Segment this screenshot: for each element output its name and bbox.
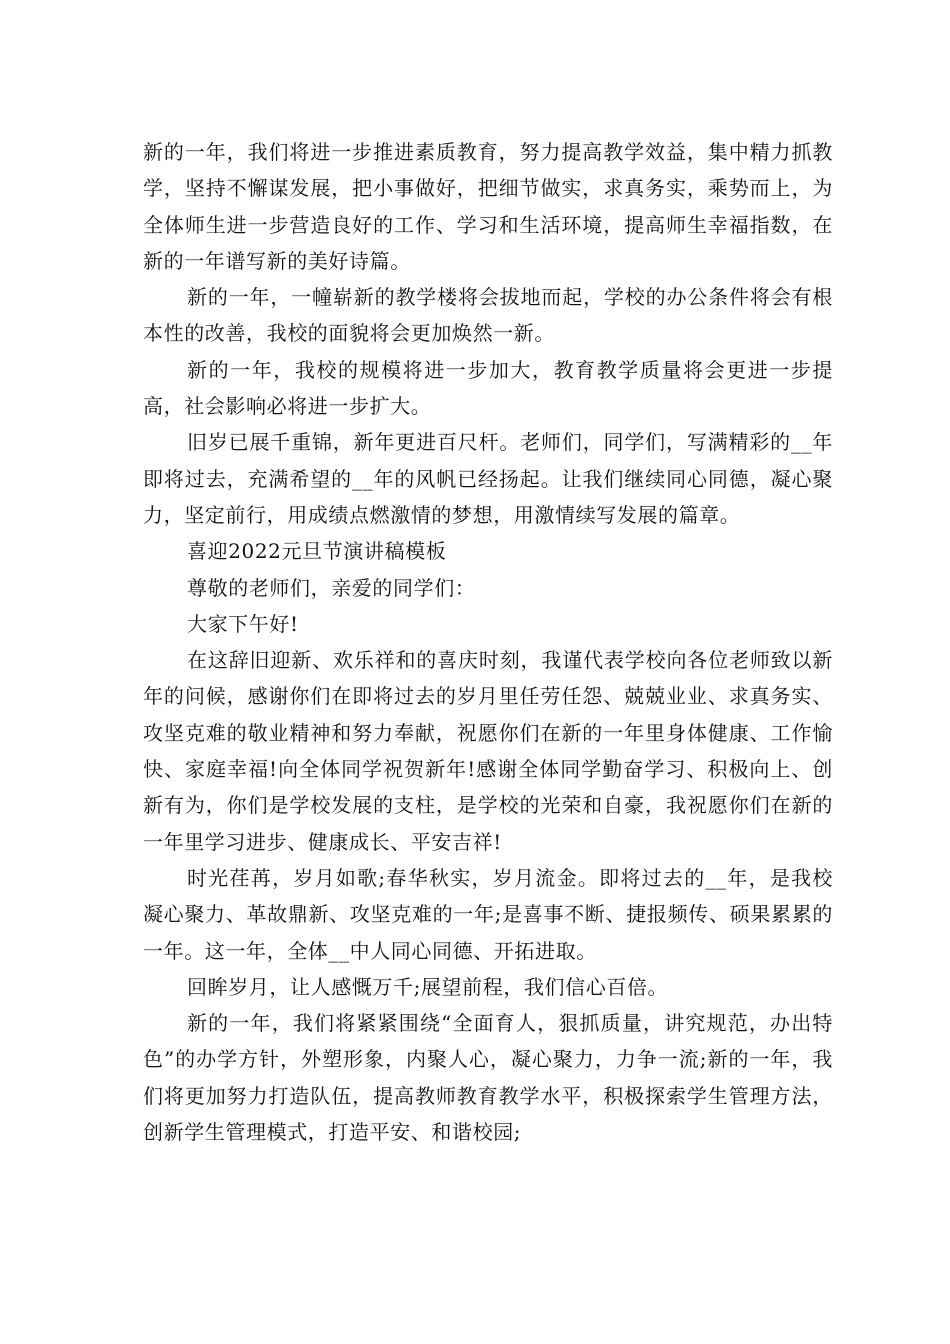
document-body (143, 134, 833, 1150)
paragraph-8: 在这辞旧迎新、欢乐祥和的喜庆时刻，我谨代表学校向各位老师致以新年的问候，感谢你们在即将过去的岁月里任劳任怨、兢兢业业、求真务实、攻坚克难的敬业精神和努力奉献，祝愿你们在新的一年里身体健康、工作愉快、家庭幸福!向全体同学祝贺新年!感谢全体同学勤奋学习、积极向上、创新有为，你们是学校发展的支柱，是学校的光荣和自豪，我祝愿你们在新的一年里学习进步、健康成长、平安吉祥! (143, 648, 833, 854)
paragraph-9: 时光荏苒，岁月如歌;春华秋实，岁月流金。即将过去的__年，是我校凝心聚力、革故鼎新、攻坚克难的一年;是喜事不断、捷报频传、硕果累累的一年。这一年，全体__中人同心同德、开拓进取。 (143, 865, 834, 963)
greeting: 大家下午好! (187, 611, 299, 636)
paragraph-10: 回眸岁月，让人感慨万千;展望前程，我们信心百倍。 (187, 974, 669, 999)
paragraph-3: 新的一年，我校的规模将进一步加大，教育教学质量将会更进一步提高，社会影响必将进一步扩大。 (143, 357, 833, 419)
salutation: 尊敬的老师们，亲爱的同学们： (187, 575, 476, 600)
paragraph-4: 旧岁已展千重锦，新年更进百尺杆。老师们，同学们，写满精彩的__年即将过去，充满希望的__年的风帆已经扬起。让我们继续同心同德，凝心聚力，坚定前行，用成绩点燃激情的梦想，用激情续写发展的篇章。 (143, 430, 833, 527)
speech-title: 喜迎2022元旦节演讲稿模板 (187, 539, 447, 564)
paragraph-1: 新的一年，我们将进一步推进素质教育，努力提高教学效益，集中精力抓教学，坚持不懈谋发展，把小事做好，把细节做实，求真务实，乘势而上，为全体师生进一步营造良好的工作、学习和生活环境，提高师生幸福指数，在新的一年谱写新的美好诗篇。 (143, 140, 833, 273)
paragraph-2: 新的一年，一幢崭新的教学楼将会拔地而起，学校的办公条件将会有根本性的改善，我校的面貌将会更加焕然一新。 (143, 285, 833, 346)
paragraph-11: 新的一年，我们将紧紧围绕“全面育人，狠抓质量，讲究规范，办出特色”的办学方针，外塑形象，内聚人心，凝心聚力，力争一流;新的一年，我们将更加努力打造队伍，提高教师教育教学水平，积极探索学生管理方法，创新学生管理模式，打造平安、和谐校园; (143, 1011, 833, 1145)
